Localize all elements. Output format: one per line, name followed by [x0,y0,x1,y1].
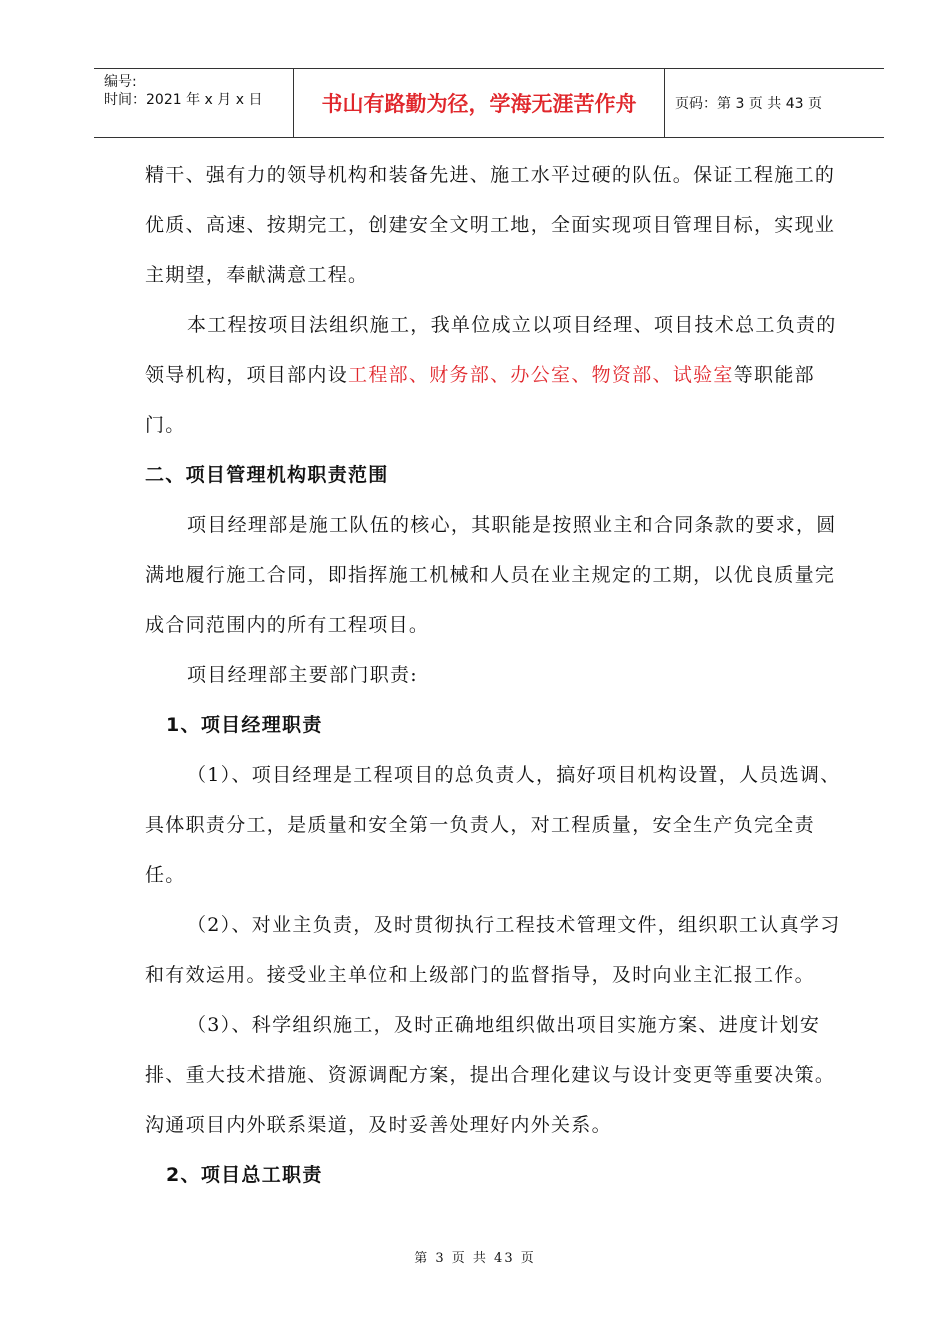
page-footer: 第 3 页 共 43 页 [414,1251,536,1266]
header-meta [94,69,294,137]
paragraph-2-tail: 等职能部门。 [145,364,815,436]
pm-duty-3: （3）、科学组织施工，及时正确地组织做出项目实施方案、进度计划安排、重大技术措施、资源调配方案，提出合理化建议与设计变更等重要决策。沟通项目内外联系渠道，及时妥善处理好内外关系。 [145,1014,836,1136]
paragraph-1: 精干、强有力的领导机构和装备先进、施工水平过硬的队伍。保证工程施工的优质、高速、按期完工，创建安全文明工地，全面实现项目管理目标，实现业主期望，奉献满意工程。 [145,164,836,286]
paragraph-3: 项目经理部是施工队伍的核心，其职能是按照业主和合同条款的要求，圆满地履行施工合同，即指挥施工机械和人员在业主规定的工期，以优良质量完成合同范围内的所有工程项目。 [145,514,837,636]
pm-duty-1: （1）、项目经理是工程项目的总负责人，搞好项目机构设置，人员选调、具体职责分工，是质量和安全第一负责人，对工程质量，安全生产负完全责任。 [145,764,841,886]
chief-engineer-heading: 2、项目总工职责 [166,1164,323,1186]
header-page-info: 页码：第 3 页 共 43 页 [675,96,822,112]
time-label: 时间：2021 年 x 月 x 日 [104,92,263,108]
pm-duty-2: （2）、对业主负责，及时贯彻执行工程技术管理文件，组织职工认真学习和有效运用。接受业主单位和上级部门的监督指导，及时向业主汇报工作。 [145,914,841,986]
header-motto: 书山有路勤为径，学海无涯苦作舟 [294,69,665,137]
paragraph-4: 项目经理部主要部门职责: [187,664,419,686]
pm-duties-heading: 1、项目经理职责 [166,714,323,736]
paragraph-2 [145,300,845,450]
serial-label: 编号: [104,74,137,90]
department-list: 工程部、财务部、办公室、物资部、试验室 [348,364,734,386]
page-header [94,68,884,138]
paragraph-2-text: 本工程按项目法组织施工，我单位成立以项目经理、项目技术总工负责的领导机构，项目部内设 [145,314,837,386]
document-body [145,150,845,1200]
section-2-heading: 二、项目管理机构职责范围 [145,464,389,486]
